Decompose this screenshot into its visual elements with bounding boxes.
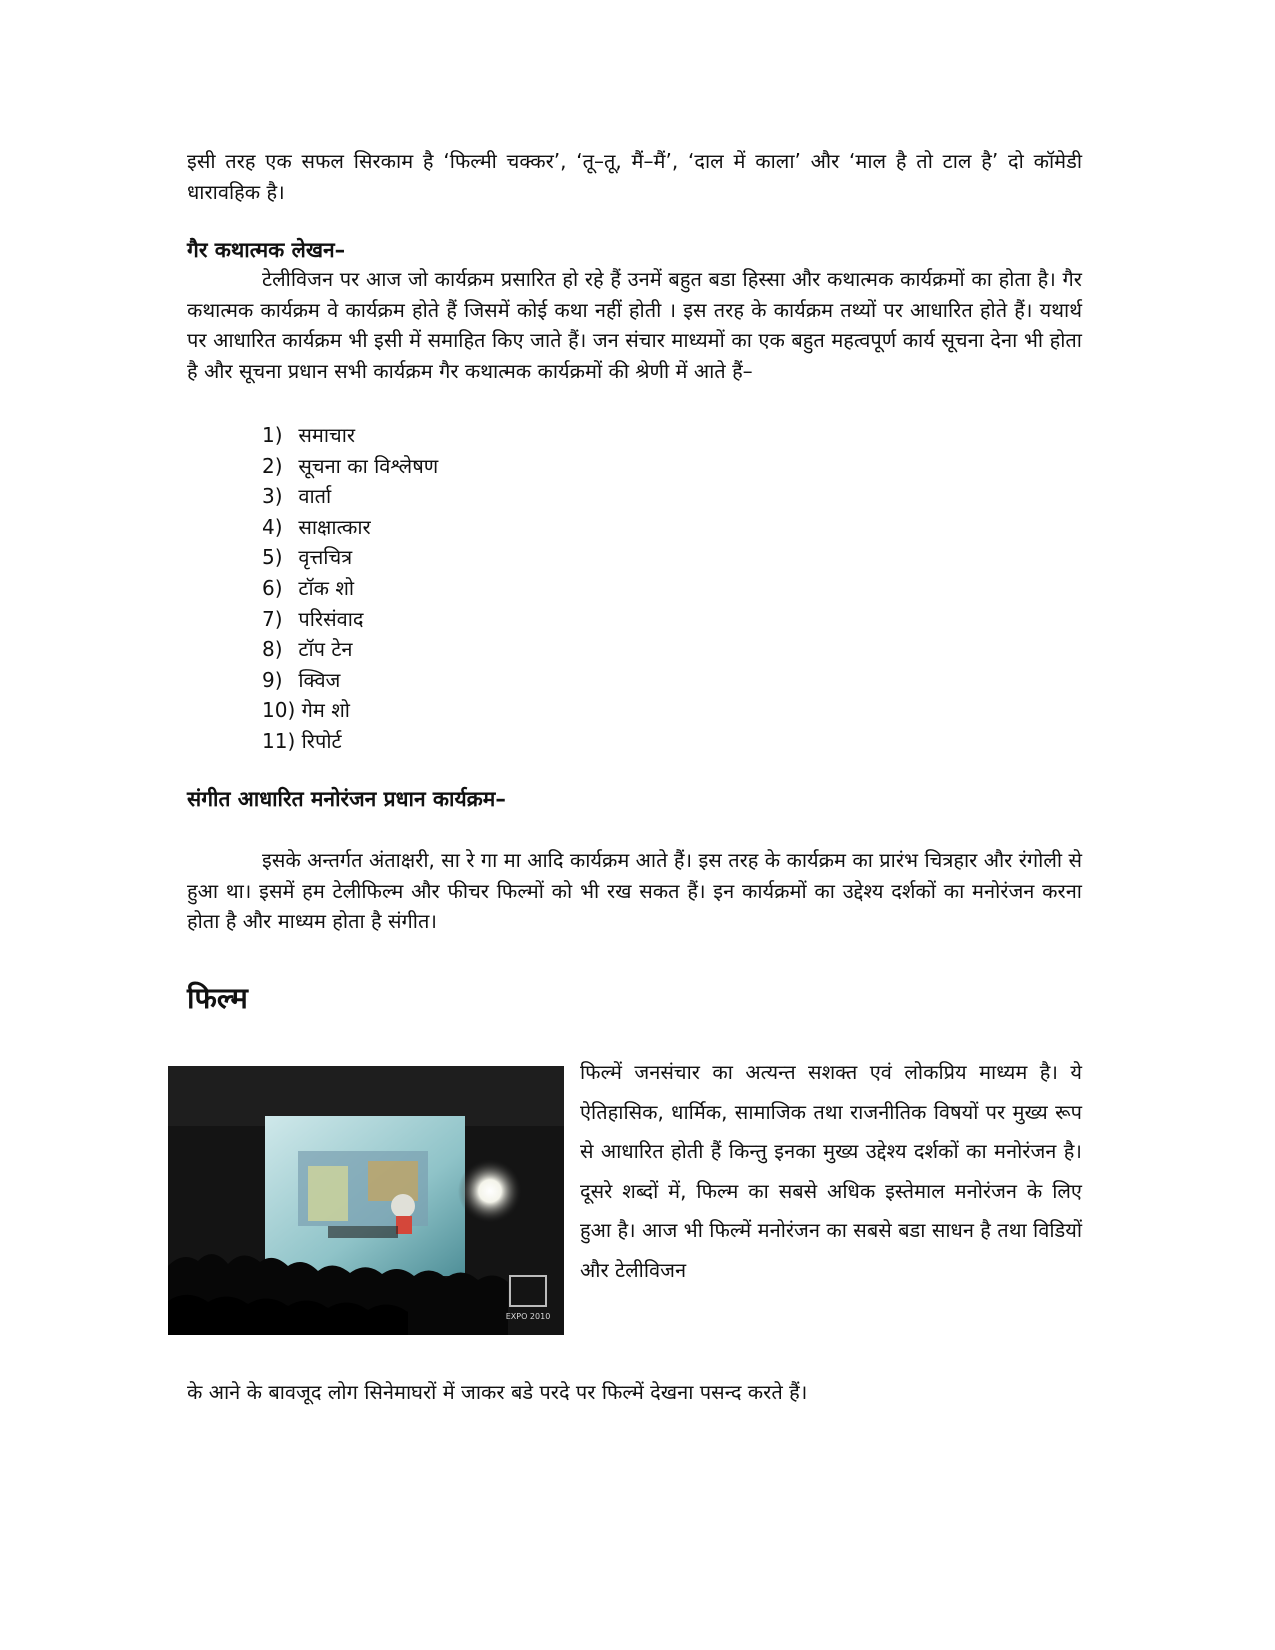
- film-paragraph-wrap: फिल्में जनसंचार का अत्यन्त सशक्त एवं लोकप्रिय माध्यम है। ये ऐतिहासिक, धार्मिक, सामाजिक तथा राजनीतिक विषयों पर मुख्य रूप से आधारित होती हैं किन्तु इनका मुख्य उद्देश्य दर्शकों का मनोरंजन है। दूसरे शब्दों में, फिल्म का सबसे अधिक इस्तेमाल मनोरंजन के लिए हुआ है। आज भी फिल्में मनोरंजन का सबसे बडा साधन है तथा विडियों और टेलीविजन: [580, 1060, 1082, 1282]
- list-item: 9) क्विज: [262, 667, 341, 692]
- non-narrative-heading: गैर कथात्मक लेखन–: [187, 238, 346, 262]
- list-item: 6) टॉक शो: [262, 575, 355, 600]
- non-narrative-paragraph: टेलीविजन पर आज जो कार्यक्रम प्रसारित हो रहे हैं उनमें बहुत बडा हिस्सा और कथात्मक कार्यक्रमों का होता है। गैर कथात्मक कार्यक्रम वे कार्यक्रम होते हैं जिसमें कोई कथा नहीं होती । इस तरह के कार्यक्रम तथ्यों पर आधारित होते हैं। यथार्थ पर आधारित कार्यक्रम भी इसी में समाहित किए जाते हैं। जन संचार माध्यमों का एक बहुत महत्वपूर्ण कार्य सूचना देना भी होता है और सूचना प्रधान सभी कार्यक्रम गैर कथात्मक कार्यक्रमों की श्रेणी में आते हैं–: [187, 267, 1082, 383]
- list-item: 8) टॉप टेन: [262, 637, 353, 662]
- film-paragraph-last: के आने के बावजूद लोग सिनेमाघरों में जाकर बडे परदे पर फिल्में देखना पसन्द करते हैं।: [187, 1380, 808, 1404]
- list-item: 2) सूचना का विश्लेषण: [262, 453, 439, 478]
- music-paragraph: इसके अन्तर्गत अंताक्षरी, सा रे गा मा आदि कार्यक्रम आते हैं। इस तरह के कार्यक्रम का प्रारंभ चित्रहार और रंगोली से हुआ था। इसमें हम टेलीफिल्म और फीचर फिल्मों को भी रख सकत हैं। इन कार्यक्रमों का उद्देश्य दर्शकों का मनोरंजन करना होता है और माध्यम होता है संगीत।: [187, 848, 1082, 933]
- list-item: 5) वृत्तचित्र: [262, 545, 353, 570]
- list-item: 11) रिपोर्ट: [262, 728, 342, 753]
- list-item: 1) समाचार: [262, 423, 356, 447]
- expo-logo-text: EXPO 2010: [505, 1312, 551, 1321]
- list-item: 7) परिसंवाद: [262, 606, 364, 631]
- list-item: 10) गेम शो: [262, 698, 350, 723]
- cinema-photo: [168, 1066, 564, 1335]
- intro-paragraph: इसी तरह एक सफल सिरकाम है ‘फिल्मी चक्कर’, ‘तू–तू, मैं–मैं’, ‘दाल में काला’ और ‘माल है तो टाल है’ दो कॉमेडी धारावहिक है।: [187, 149, 1082, 204]
- list-item: 3) वार्ता: [262, 484, 332, 509]
- music-heading: संगीत आधारित मनोरंजन प्रधान कार्यक्रम–: [187, 787, 506, 811]
- list-item: 4) साक्षात्कार: [262, 514, 371, 539]
- film-heading: फिल्म: [187, 981, 248, 1015]
- non-narrative-list: [262, 420, 438, 757]
